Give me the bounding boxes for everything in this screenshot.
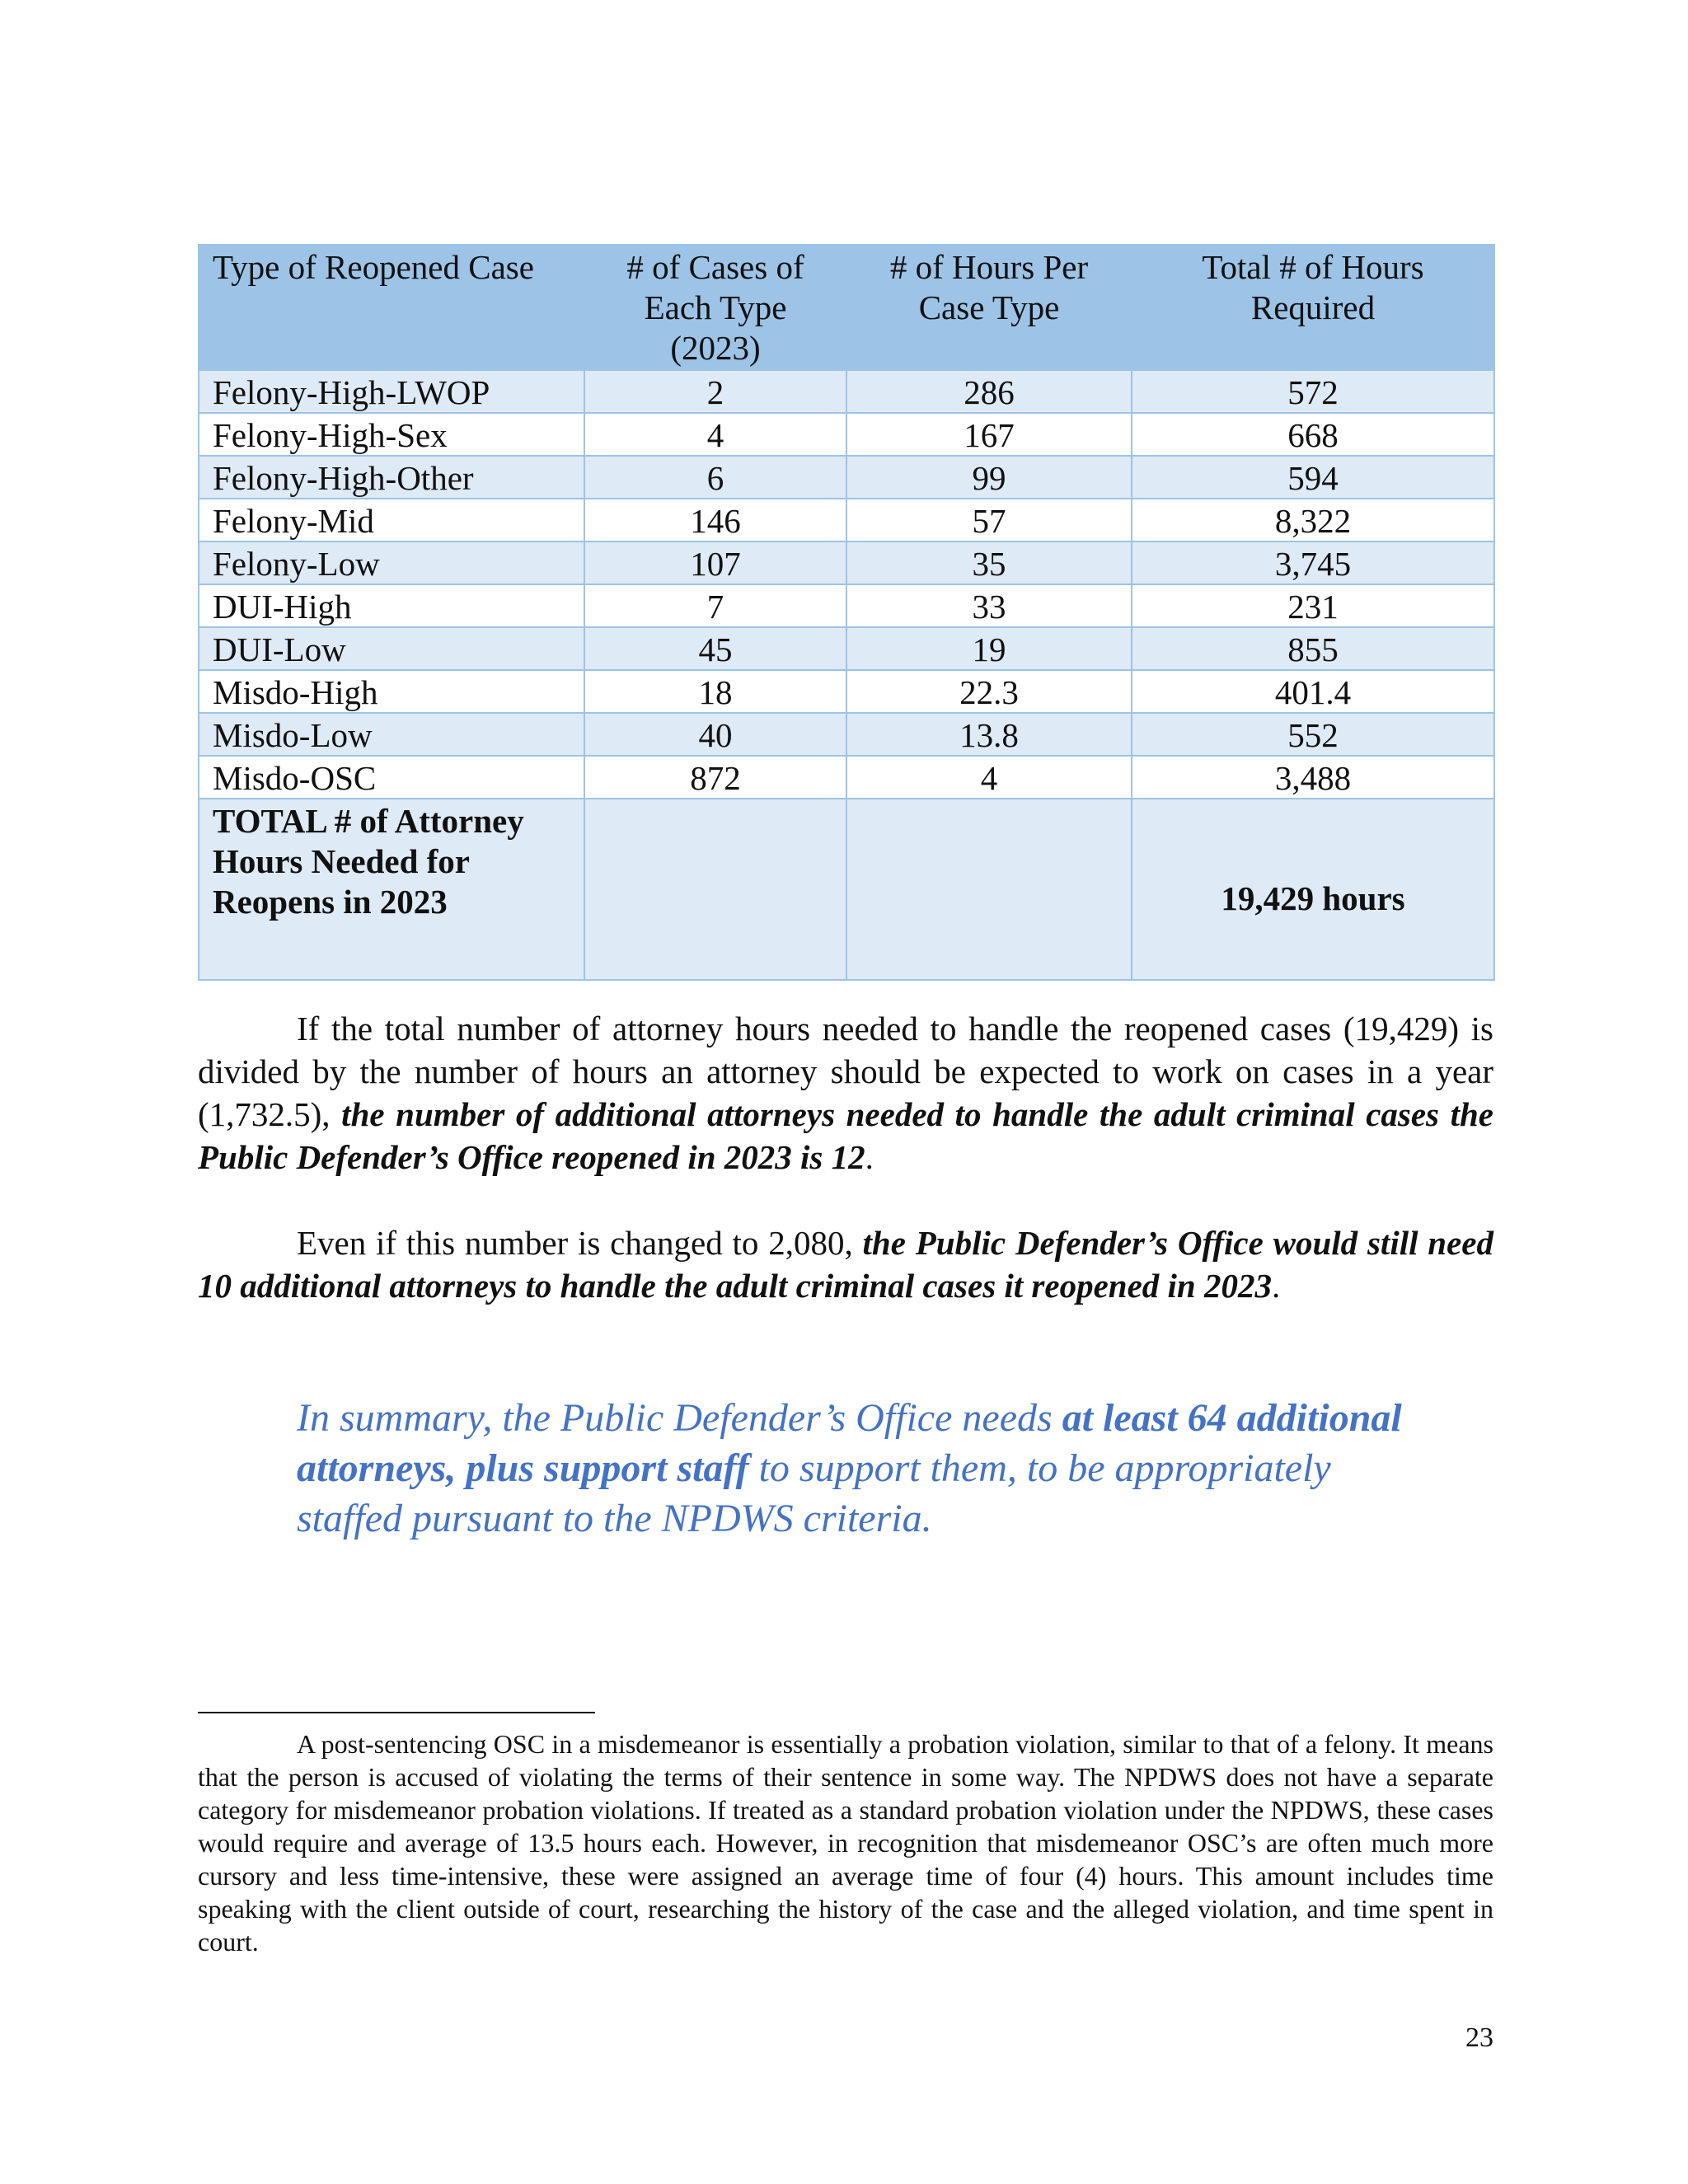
case-count-cell: 872	[584, 756, 846, 799]
hours-per-case-cell: 33	[846, 584, 1132, 627]
total-value-cell: 19,429 hours	[1132, 799, 1494, 980]
table-row	[199, 756, 1494, 799]
header-hours-per-case: # of Hours Per Case Type	[846, 245, 1132, 370]
paragraph-text: Even if this number is changed to 2,080,	[297, 1224, 863, 1262]
total-hours-cell: 594	[1132, 456, 1494, 499]
footnote-divider	[198, 1712, 595, 1713]
case-count-cell: 146	[584, 499, 846, 541]
table-row	[199, 713, 1494, 756]
table-row	[199, 670, 1494, 713]
case-count-cell: 6	[584, 456, 846, 499]
hours-per-case-cell: 35	[846, 541, 1132, 584]
paragraph-attorneys-needed	[198, 1007, 1493, 1179]
hours-per-case-cell: 286	[846, 370, 1132, 413]
total-hours-cell: 3,488	[1132, 756, 1494, 799]
summary-text-end: to support them, to be appropriately staffed pursuant to the NPDWS criteria.	[297, 1446, 1331, 1540]
summary-callout	[297, 1393, 1434, 1544]
case-count-cell: 40	[584, 713, 846, 756]
total-hours-cell: 572	[1132, 370, 1494, 413]
case-count-cell: 45	[584, 627, 846, 670]
total-hours-cell: 401.4	[1132, 670, 1494, 713]
case-type-cell: Felony-Mid	[199, 499, 584, 541]
summary-emphasis: at least 64 additional attorneys, plus support staff	[297, 1396, 1402, 1490]
case-type-cell: Felony-High-LWOP	[199, 370, 584, 413]
case-type-cell: DUI-Low	[199, 627, 584, 670]
footnote	[198, 1727, 1493, 1958]
empty-cell	[846, 799, 1132, 980]
total-hours-cell: 3,745	[1132, 541, 1494, 584]
case-type-cell: Misdo-High	[199, 670, 584, 713]
total-hours-cell: 855	[1132, 627, 1494, 670]
header-case-type: Type of Reopened Case	[199, 245, 584, 370]
table-row	[199, 499, 1494, 541]
table-header-row	[199, 245, 1494, 370]
table-row	[199, 584, 1494, 627]
case-type-cell: Felony-Low	[199, 541, 584, 584]
case-type-cell: Felony-High-Sex	[199, 413, 584, 456]
hours-per-case-cell: 99	[846, 456, 1132, 499]
hours-per-case-cell: 22.3	[846, 670, 1132, 713]
empty-cell	[584, 799, 846, 980]
case-type-cell: DUI-High	[199, 584, 584, 627]
page-number: 23	[1465, 2022, 1493, 2053]
footnote-text: A post-sentencing OSC in a misdemeanor is essentially a probation violation, similar to that of a felony. It means that the person is accused of violating the terms of their sentence in some way. The NPDWS does not have a separate category for misdemeanor probation violations. If treated as a standard probation violation under the NPDWS, these cases would require and average of 13.5 hours each. However, in recognition that misdemeanor OSC’s are often much more cursory and less time-intensive, these were assigned an average time of four (4) hours. This amount includes time speaking with the client outside of court, researching the history of the case and the alleged violation, and time spent in court.	[198, 1729, 1493, 1957]
paragraph-end: .	[1271, 1267, 1281, 1305]
case-count-cell: 4	[584, 413, 846, 456]
paragraph-emphasis: the Public Defender’s Office would still need 10 additional attorneys to handle the adult criminal cases it reopened in 2023	[198, 1224, 1493, 1305]
paragraph-end: .	[865, 1138, 874, 1176]
paragraph-alternate-hours	[198, 1221, 1493, 1307]
case-count-cell: 18	[584, 670, 846, 713]
total-label-cell: TOTAL # of Attorney Hours Needed for Reopens in 2023	[199, 799, 584, 980]
summary-text: In summary, the Public Defender’s Office needs	[297, 1396, 1062, 1440]
case-type-cell: Misdo-OSC	[199, 756, 584, 799]
total-hours-cell: 231	[1132, 584, 1494, 627]
table-row	[199, 456, 1494, 499]
table-row	[199, 370, 1494, 413]
header-case-count: # of Cases of Each Type (2023)	[584, 245, 846, 370]
case-count-cell: 107	[584, 541, 846, 584]
case-count-cell: 7	[584, 584, 846, 627]
hours-per-case-cell: 13.8	[846, 713, 1132, 756]
paragraph-emphasis: the number of additional attorneys needed to handle the adult criminal cases the Public Defender’s Office reopened in 2023 is 12	[198, 1095, 1494, 1176]
table-row	[199, 627, 1494, 670]
paragraph-text: If the total number of attorney hours needed to handle the reopened cases (19,429) is divided by the number of hours an attorney should be expected to work on cases in a year (1,732.5),	[198, 1010, 1493, 1133]
table-row	[199, 541, 1494, 584]
table-row	[199, 413, 1494, 456]
case-type-cell: Misdo-Low	[199, 713, 584, 756]
hours-per-case-cell: 19	[846, 627, 1132, 670]
hours-per-case-cell: 4	[846, 756, 1132, 799]
table-total-row	[199, 799, 1494, 980]
case-count-cell: 2	[584, 370, 846, 413]
case-type-cell: Felony-High-Other	[199, 456, 584, 499]
header-total-hours: Total # of Hours Required	[1132, 245, 1494, 370]
hours-per-case-cell: 57	[846, 499, 1132, 541]
total-hours-cell: 668	[1132, 413, 1494, 456]
hours-per-case-cell: 167	[846, 413, 1132, 456]
total-hours-cell: 8,322	[1132, 499, 1494, 541]
reopened-cases-table	[198, 244, 1495, 981]
total-hours-cell: 552	[1132, 713, 1494, 756]
